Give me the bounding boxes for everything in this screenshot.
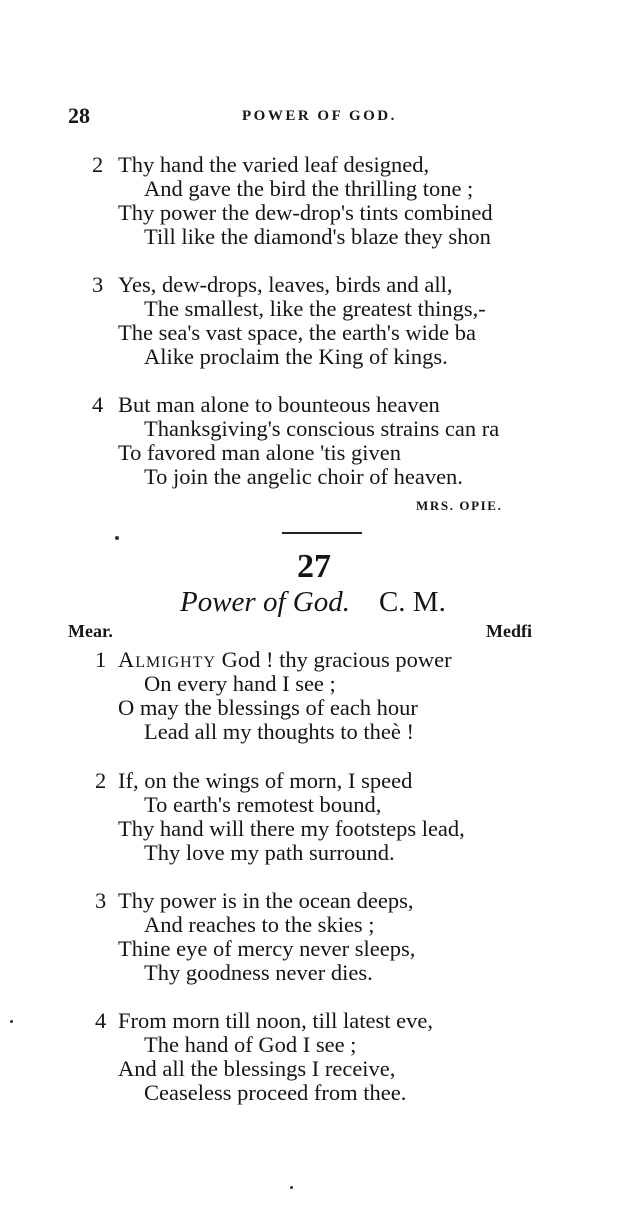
section-divider (282, 532, 362, 534)
running-title: POWER OF GOD. (242, 108, 397, 124)
verse-line: On every hand I see ; (144, 671, 336, 696)
verse-line: Thy power is in the ocean deeps, (118, 888, 414, 913)
verse-line: Thy hand will there my footsteps lead, (118, 816, 465, 841)
stanza-number: 3 (92, 272, 104, 297)
verse-line: Yes, dew-drops, leaves, birds and all, (118, 272, 453, 297)
verse-line (118, 648, 452, 672)
verse-line: Thy love my path surround. (144, 840, 395, 865)
stanza-number: 1 (95, 647, 107, 672)
verse-line: Lead all my thoughts to theè ! (144, 719, 414, 744)
verse-line: Thanksgiving's conscious strains can ra (144, 416, 500, 441)
print-speck (115, 536, 119, 540)
stanza-number: 4 (92, 392, 104, 417)
stanza-number: 2 (92, 152, 104, 177)
verse-line: Thy goodness never dies. (144, 960, 373, 985)
verse-line: And reaches to the skies ; (144, 912, 375, 937)
verse-line: The hand of God I see ; (144, 1032, 357, 1057)
verse-line: The sea's vast space, the earth's wide ba (118, 320, 476, 345)
hymn-title (180, 586, 446, 619)
verse-line: To join the angelic choir of heaven. (144, 464, 463, 489)
verse-line: The smallest, like the greatest things,- (144, 296, 486, 321)
verse-line: And gave the bird the thrilling tone ; (144, 176, 474, 201)
verse-line: Thine eye of mercy never sleeps, (118, 936, 416, 961)
verse-line: If, on the wings of morn, I speed (118, 768, 413, 793)
stanza-number: 4 (95, 1008, 107, 1033)
hymn-meter: C. M. (378, 586, 446, 618)
first-word: Almighty (118, 647, 217, 672)
stanza-number: 2 (95, 768, 107, 793)
tune-name-right: Medfi (486, 621, 532, 641)
hymn-title-text: Power of God. (180, 586, 350, 618)
verse-line: Till like the diamond's blaze they shon (144, 224, 491, 249)
first-line-rest: God ! thy gracious power (216, 647, 452, 672)
verse-line: To favored man alone 'tis given (118, 440, 402, 465)
stanza-number: 3 (95, 888, 107, 913)
verse-line: O may the blessings of each hour (118, 695, 418, 720)
author-attribution: MRS. OPIE. (416, 498, 503, 513)
verse-line: Thy hand the varied leaf designed, (118, 152, 430, 177)
hymn-number: 27 (297, 548, 331, 585)
verse-line: But man alone to bounteous heaven (118, 392, 440, 417)
print-speck (10, 1020, 13, 1023)
verse-line: Ceaseless proceed from thee. (144, 1080, 407, 1105)
verse-line: And all the blessings I receive, (118, 1056, 396, 1081)
verse-line: Alike proclaim the King of kings. (144, 344, 448, 369)
verse-line: From morn till noon, till latest eve, (118, 1008, 433, 1033)
verse-line: Thy power the dew-drop's tints combined (118, 200, 493, 225)
verse-line: To earth's remotest bound, (144, 792, 382, 817)
print-speck (290, 1186, 293, 1189)
page-number: 28 (68, 103, 90, 128)
tune-name-left: Mear. (68, 621, 113, 641)
